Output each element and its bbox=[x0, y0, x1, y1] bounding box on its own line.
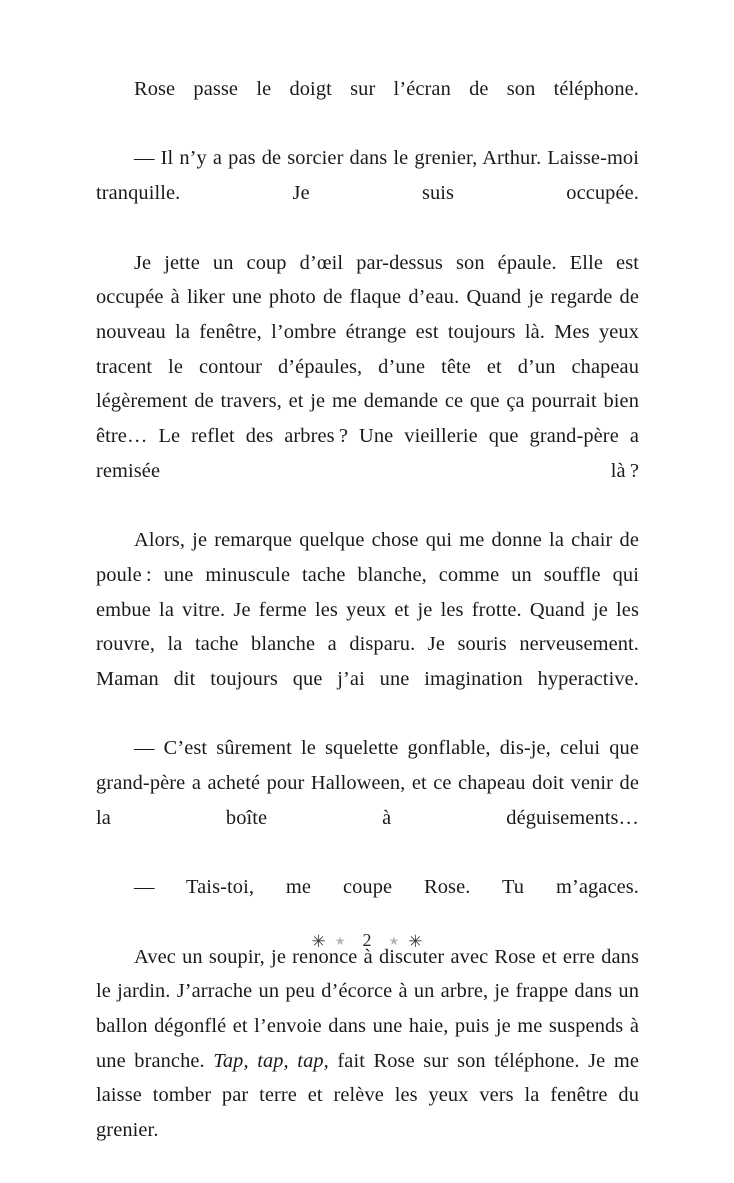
paragraph-1: Rose passe le doigt sur l’écran de son téléphone. bbox=[134, 78, 639, 100]
asterisk-ornament-left-outer-icon: ✳ bbox=[311, 932, 326, 951]
page-text-block bbox=[96, 72, 639, 1183]
star-ornament-left-inner-icon: ★ bbox=[334, 933, 346, 948]
paragraph-3: Je jette un coup d’œil par-dessus son épaule. Elle est occupée à liker une photo de flaque d’eau. Quand je regarde de nouveau la fenêtre, l’ombre étrange est toujours là. Mes yeux tracent le contour d’épaules, d’une tête et d’un chapeau légèrement de travers, et je me demande ce que ça pourrait bien être… Le reflet des arbres ? Une vieillerie que grand-père a remisée là ? bbox=[96, 251, 639, 482]
page-number: 2 bbox=[362, 930, 372, 950]
paragraph-2-dialogue: — Il n’y a pas de sorcier dans le grenier, Arthur. Laisse-moi tranquille. Je suis occupée. bbox=[96, 147, 639, 205]
star-ornament-right-inner-icon: ★ bbox=[388, 933, 400, 948]
paragraph-7 bbox=[96, 940, 639, 1183]
paragraph-6-dialogue: — Tais-toi, me coupe Rose. Tu m’agaces. bbox=[134, 876, 639, 899]
paragraph-7-emphasis-tap: Tap, tap, tap, bbox=[213, 1049, 329, 1072]
paragraph-7-part-2: fait Rose sur son téléphone. Je me laisse tomber par terre et relève les yeux vers la fenêtre du grenier. bbox=[96, 1049, 639, 1142]
paragraph-7-part-1: Avec un soupir, je renonce à discuter avec Rose et erre dans le jardin. J’arrache un peu d’écorce à un arbre, je frappe dans un ballon dégonflé et l’envoie dans une haie, puis je me suspends à une branche. bbox=[96, 945, 639, 1072]
page-footer bbox=[0, 930, 734, 951]
paragraph-5-dialogue: — C’est sûrement le squelette gonflable, dis-je, celui que grand-père a acheté pour Halloween, et ce chapeau doit venir de la boîte à déguisements… bbox=[96, 737, 639, 829]
paragraph-4: Alors, je remarque quelque chose qui me donne la chair de poule : une minuscule tache blanche, comme un souffle qui embue la vitre. Je ferme les yeux et je les frotte. Quand je les rouvre, la tache blanche a disparu. Je souris nerveusement. Maman dit toujours que j’ai une imagination hyperactive. bbox=[96, 529, 639, 690]
asterisk-ornament-right-outer-icon: ✳ bbox=[408, 932, 423, 951]
